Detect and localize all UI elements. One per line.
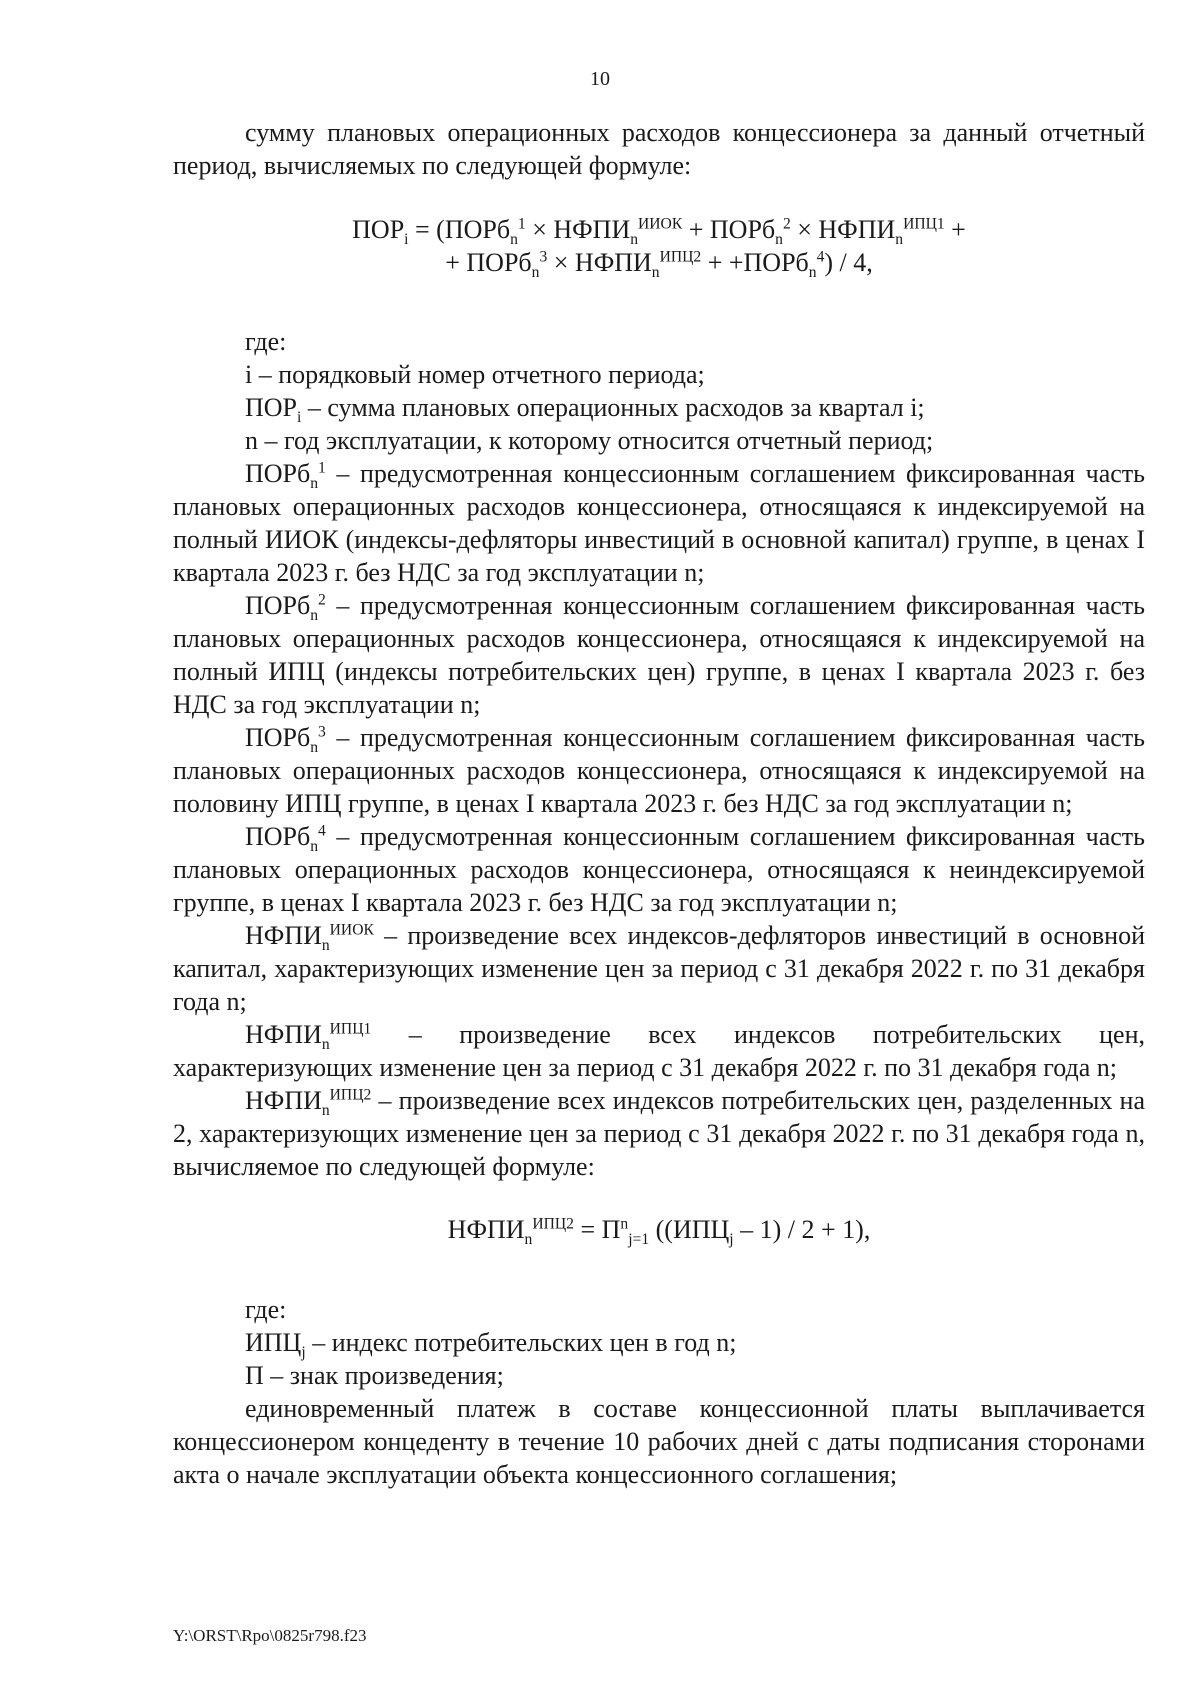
formula-nfpi-ipc2: $НФПИ_n^{ИПЦ2} = П^n_{j=1}$ $((ИПЦ_j - 1) / 2 + 1)$, [447,1215,871,1249]
formula-por-line1: $ПОР_i$ = (ПОРб$_n^1$ × $НФПИ_n^{ИИОК}$ + ПОРб$_n^2$ × $НФПИ_n^{ИПЦ1}$ + [352,215,966,249]
definition-nfpi-iiok: $НФПИ_n^{ИИОК}$ – произведение всех индексов-дефляторов инвестиций в основной капитал, характеризующих изменение цен за период с 31 декабря 2022 г. по 31 декабря года n; [173,921,1145,1016]
definition-nfpi-ipc1: $НФПИ_n^{ИПЦ1}$ – произведение всех индексов потребительских цен, характеризующих изменение цен за период с 31 декабря 2022 г. по 31 декабря года n; [173,1020,1145,1082]
definition-ipc-j: $ИПЦ_j$ – индекс потребительских цен в год n; [245,1328,737,1362]
definition-porb3: ПОРб$_n^3$ – предусмотренная концессионным соглашением фиксированная часть плановых операционных расходов концессионера, относящаяся к индексируемой на половину ИПЦ группе, в ценах I квартала 2023 г. без НДС за год эксплуатации n; [173,723,1145,818]
where-label-1: где: [245,327,287,356]
definition-porb1: ПОРб$_n^1$ – предусмотренная концессионным соглашением фиксированная часть плановых операционных расходов концессионера, относящаяся к индексируемой на полный ИИОК (индексы-дефляторы инвестиций в основной капитал) группе, в ценах I квартала 2023 г. без НДС за год эксплуатации n; [173,459,1145,587]
document-body [173,116,1145,1491]
definition-pi: П – знак произведения; [245,1361,504,1390]
page-number: 10 [590,68,610,90]
definition-porb4: ПОРб$_n^4$ – предусмотренная концессионным соглашением фиксированная часть плановых операционных расходов концессионера, относящаяся к неиндексируемой группе, в ценах I квартала 2023 г. без НДС за год эксплуатации n; [173,822,1145,917]
intro-paragraph: сумму плановых операционных расходов концессионера за данный отчетный период, вычисляемых по следующей формуле: [173,118,1145,180]
definition-por: $ПОР_i$ – сумма плановых операционных расходов за квартал i; [245,393,925,427]
where-label-2: где: [245,1295,287,1324]
definition-n: n – год эксплуатации, к которому относится отчетный период; [245,426,934,455]
definition-nfpi-ipc2: $НФПИ_n^{ИПЦ2}$ – произведение всех индексов потребительских цен, разделенных на 2, характеризующих изменение цен за период с 31 декабря 2022 г. по 31 декабря года n, вычисляемое по следующей формуле: [173,1086,1145,1181]
definition-porb2: ПОРб$_n^2$ – предусмотренная концессионным соглашением фиксированная часть плановых операционных расходов концессионера, относящаяся к индексируемой на полный ИПЦ (индексы потребительских цен) группе, в ценах I квартала 2023 г. без НДС за год эксплуатации n; [173,591,1145,719]
formula-por-line2: + ПОРб$_n^3$ × $НФПИ_n^{ИПЦ2}$ + +ПОРб$_n^4$) / 4, [445,248,873,282]
definition-i: i – порядковый номер отчетного периода; [245,360,705,389]
footer-file-path: Y:\ORST\Rpo\0825r798.f23 [173,1626,367,1645]
payment-paragraph: единовременный платеж в составе концессионной платы выплачивается концессионером концеденту в течение 10 рабочих дней с даты подписания сторонами акта о начале эксплуатации объекта концессионного соглашения; [173,1394,1145,1489]
